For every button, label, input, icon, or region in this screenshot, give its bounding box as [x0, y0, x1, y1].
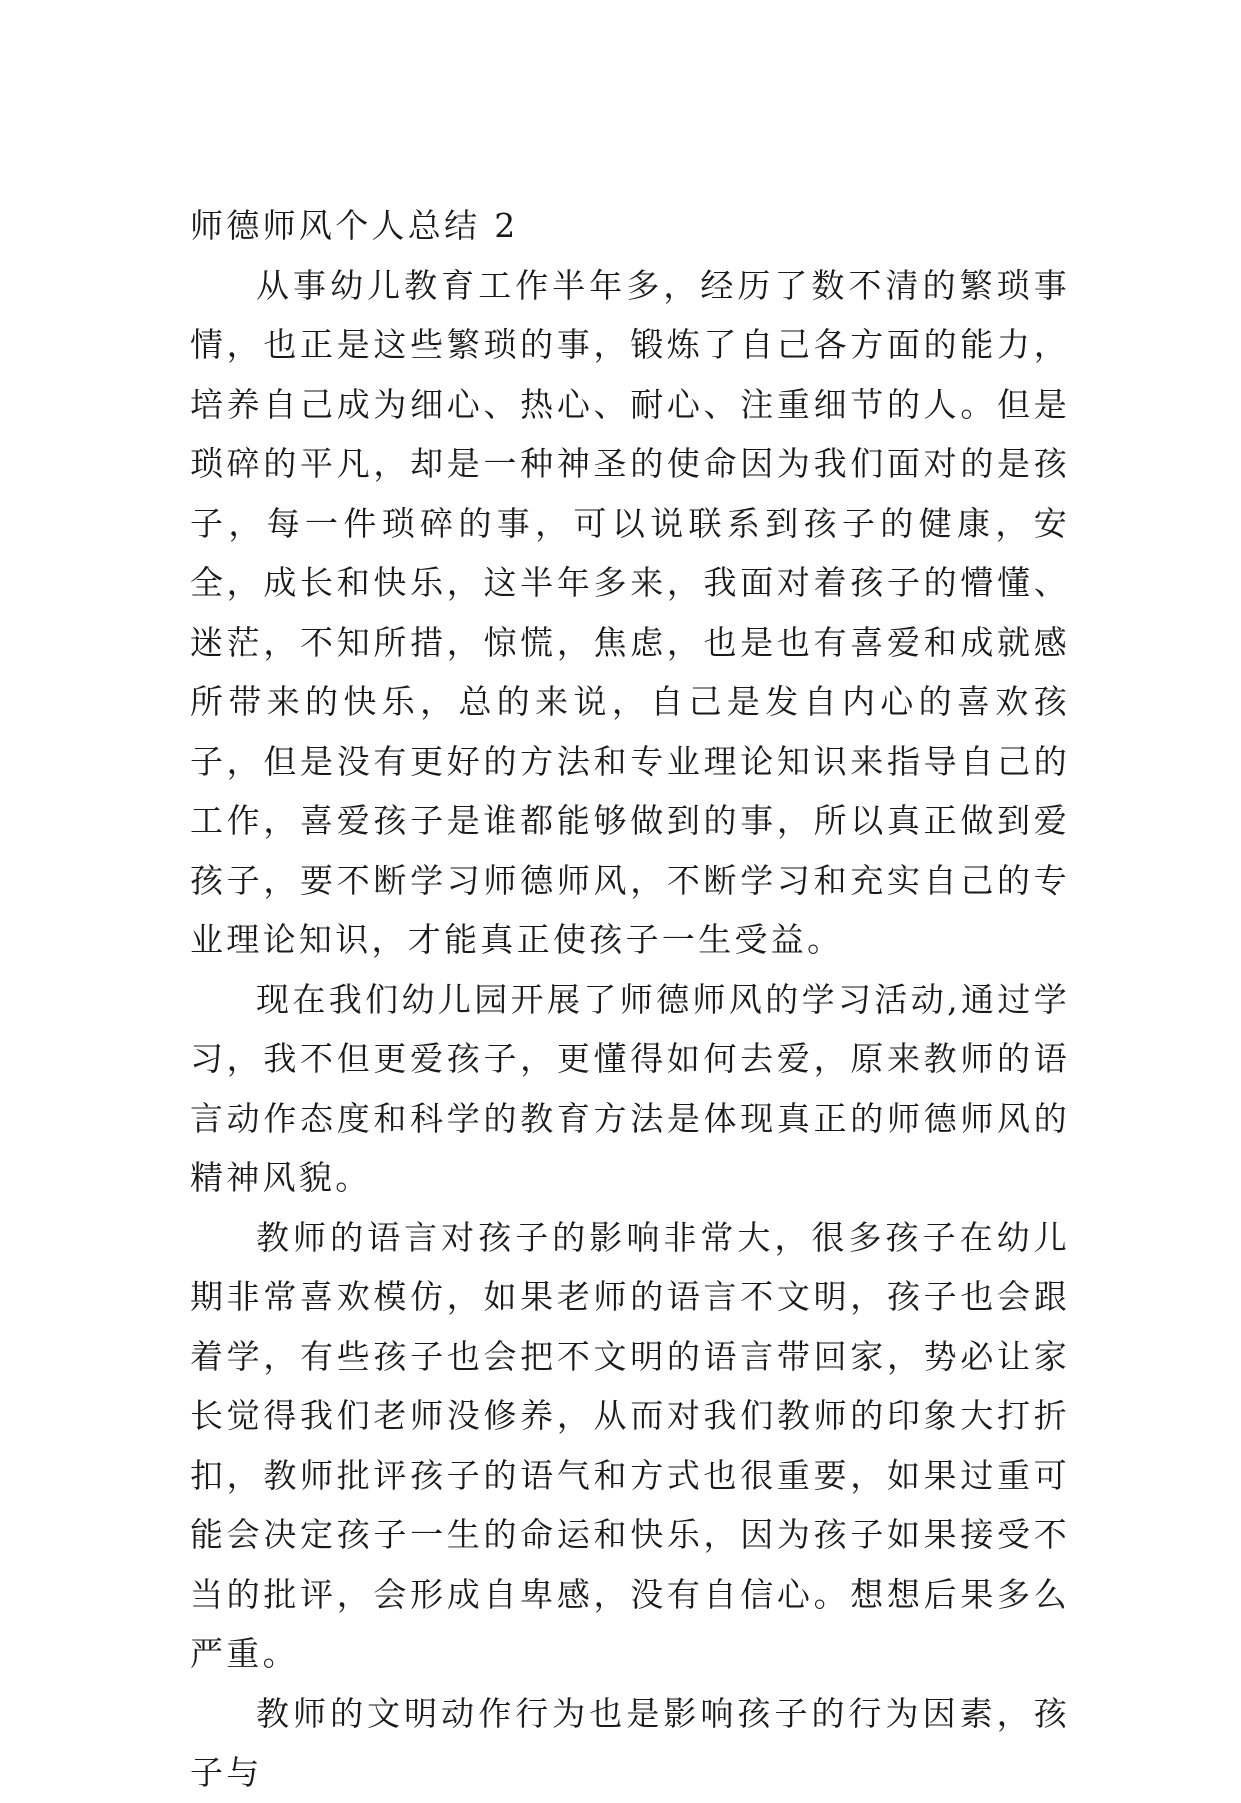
- document-body: [190, 196, 1070, 1803]
- paragraph-4: 教师的文明动作行为也是影响孩子的行为因素，孩子与: [190, 1693, 1070, 1792]
- paragraph-1: 从事幼儿教育工作半年多，经历了数不清的繁琐事情，也正是这些繁琐的事，锻炼了自己各方面的能力，培养自己成为细心、热心、耐心、注重细节的人。但是琐碎的平凡，却是一种神圣的使命因为我们面对的是孩子，每一件琐碎的事，可以说联系到孩子的健康，安全，成长和快乐，这半年多来，我面对着孩子的懵懂、迷茫，不知所措，惊慌，焦虑，也是也有喜爱和成就感所带来的快乐，总的来说，自己是发自内心的喜欢孩子，但是没有更好的方法和专业理论知识来指导自己的工作，喜爱孩子是谁都能够做到的事，所以真正做到爱孩子，要不断学习师德师风，不断学习和充实自己的专业理论知识，才能真正使孩子一生受益。: [190, 265, 1070, 959]
- paragraph-3: 教师的语言对孩子的影响非常大，很多孩子在幼儿期非常喜欢模仿，如果老师的语言不文明，孩子也会跟着学，有些孩子也会把不文明的语言带回家，势必让家长觉得我们老师没修养，从而对我们教师的印象大打折扣，教师批评孩子的语气和方式也很重要，如果过重可能会决定孩子一生的命运和快乐，因为孩子如果接受不当的批评，会形成自卑感，没有自信心。想想后果多么严重。: [190, 1217, 1070, 1673]
- document-title: 师德师风个人总结 2: [190, 206, 519, 245]
- paragraph-2: 现在我们幼儿园开展了师德师风的学习活动,通过学习，我不但更爱孩子，更懂得如何去爱，原来教师的语言动作态度和科学的教育方法是体现真正的师德师风的精神风貌。: [190, 979, 1070, 1197]
